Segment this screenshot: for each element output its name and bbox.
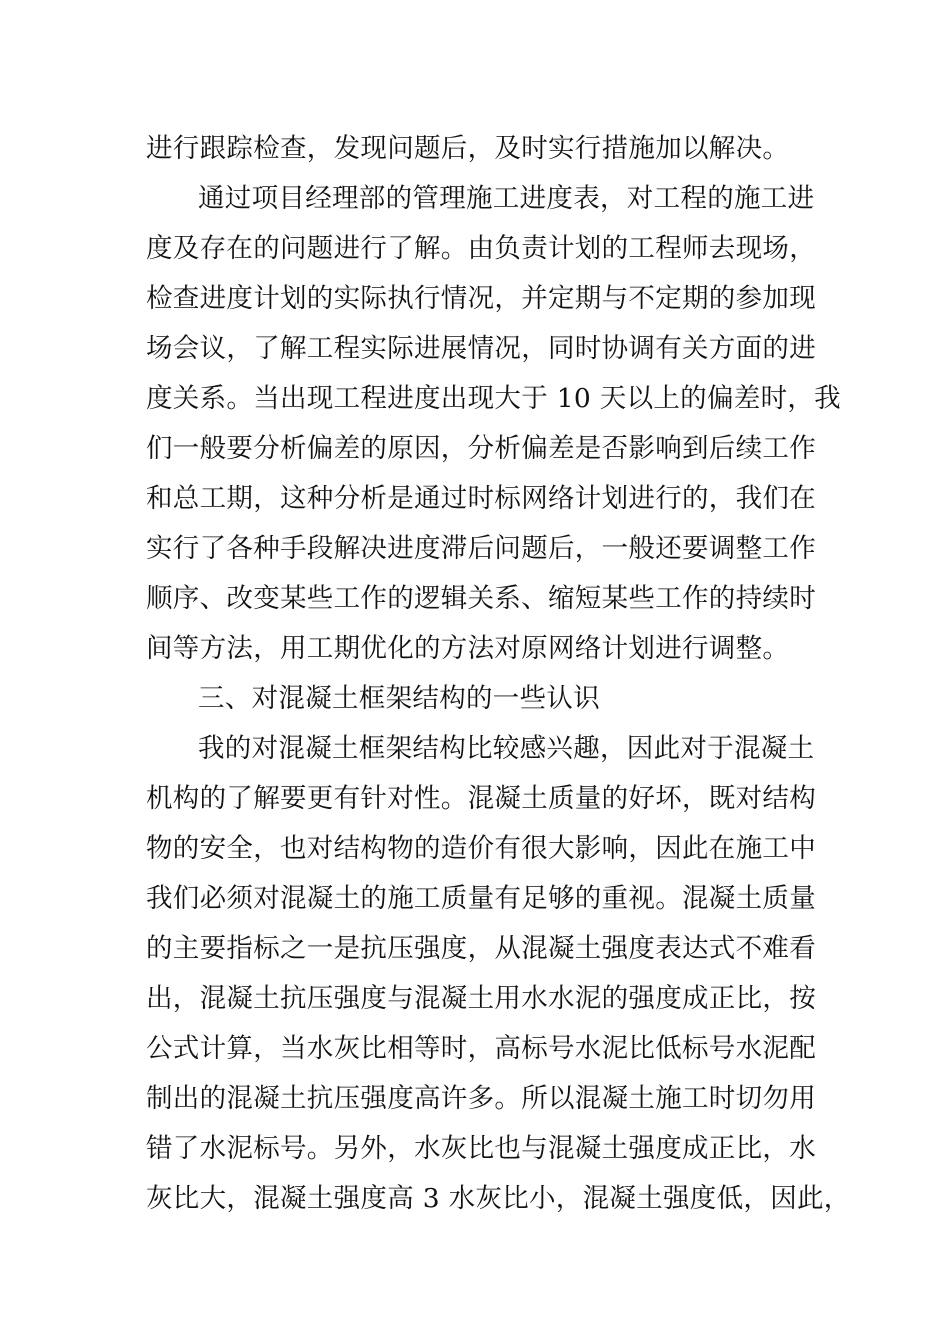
paragraph-line: 制出的混凝土抗压强度高许多。所以混凝土施工时切勿用 xyxy=(146,1083,816,1114)
paragraph-line: 通过项目经理部的管理施工进度表，对工程的施工进 xyxy=(198,183,815,214)
paragraph-line: 们一般要分析偏差的原因，分析偏差是否影响到后续工作 xyxy=(146,433,816,464)
paragraph-line: 度关系。当出现工程进度出现大于 10 天以上的偏差时，我 xyxy=(146,383,841,414)
paragraph-line: 错了水泥标号。另外，水灰比也与混凝土强度成正比，水 xyxy=(146,1133,816,1164)
paragraph-line: 我们必须对混凝土的施工质量有足够的重视。混凝土质量 xyxy=(146,883,816,914)
paragraph-line: 我的对混凝土框架结构比较感兴趣，因此对于混凝土 xyxy=(198,733,815,764)
paragraph-line: 灰比大，混凝土强度高 3 水灰比小，混凝土强度低，因此， xyxy=(146,1183,851,1214)
paragraph-line: 物的安全，也对结构物的造价有很大影响，因此在施工中 xyxy=(146,833,816,864)
paragraph-line: 度及存在的问题进行了解。由负责计划的工程师去现场， xyxy=(146,233,816,264)
paragraph-line: 进行跟踪检查，发现问题后，及时实行措施加以解决。 xyxy=(146,133,790,164)
paragraph-line: 和总工期，这种分析是通过时标网络计划进行的，我们在 xyxy=(146,483,816,514)
paragraph-line: 检查进度计划的实际执行情况，并定期与不定期的参加现 xyxy=(146,283,816,314)
paragraph-line: 顺序、改变某些工作的逻辑关系、缩短某些工作的持续时 xyxy=(146,583,816,614)
paragraph-line: 机构的了解要更有针对性。混凝土质量的好坏，既对结构 xyxy=(146,783,816,814)
paragraph-line: 场会议，了解工程实际进展情况，同时协调有关方面的进 xyxy=(146,333,816,364)
section-heading: 三、对混凝土框架结构的一些认识 xyxy=(198,683,600,714)
paragraph-line: 的主要指标之一是抗压强度，从混凝土强度表达式不难看 xyxy=(146,933,816,964)
paragraph-line: 公式计算，当水灰比相等时，高标号水泥比低标号水泥配 xyxy=(146,1033,816,1064)
paragraph-line: 实行了各种手段解决进度滞后问题后，一般还要调整工作 xyxy=(146,533,816,564)
paragraph-line: 间等方法，用工期优化的方法对原网络计划进行调整。 xyxy=(146,633,790,664)
paragraph-line: 出，混凝土抗压强度与混凝土用水水泥的强度成正比，按 xyxy=(146,983,816,1014)
